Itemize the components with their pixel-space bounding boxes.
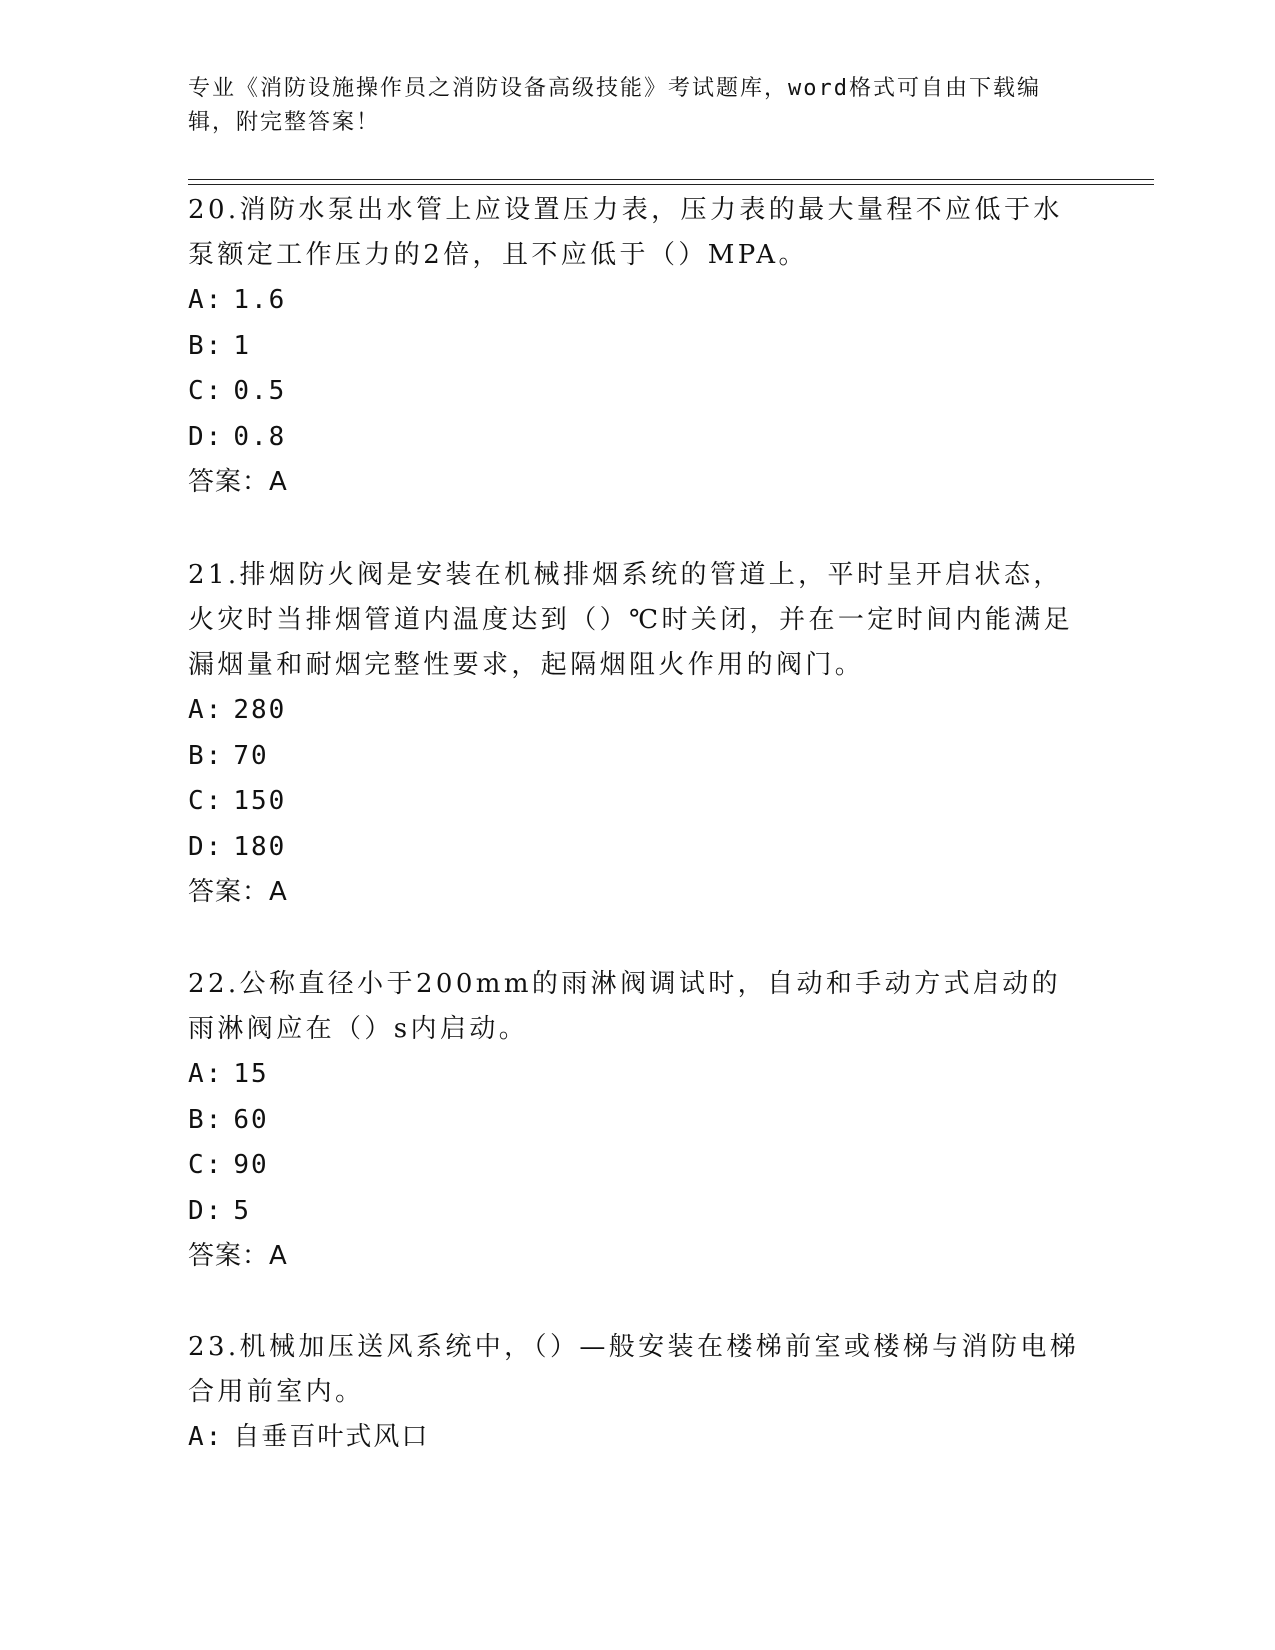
option-a [188, 278, 1088, 324]
option-letter: D: [188, 831, 224, 862]
option-value: 5 [233, 1195, 251, 1226]
option-d [188, 415, 1088, 461]
question-stem: 20.消防水泵出水管上应设置压力表，压力表的最大量程不应低于水泵额定工作压力的2倍，且不应低于（）MPA。 [188, 195, 1063, 270]
option-a [188, 1052, 1088, 1098]
option-letter: A: [188, 695, 224, 725]
option-c [188, 779, 1088, 825]
option-value: 1 [233, 330, 251, 361]
question-22 [188, 962, 1088, 1279]
option-c [188, 369, 1088, 415]
option-letter: A: [188, 1059, 224, 1089]
option-value: 90 [233, 1150, 269, 1180]
option-a [188, 688, 1088, 734]
option-letter: D: [188, 1195, 224, 1226]
option-letter: C: [188, 1150, 224, 1180]
option-letter: B: [188, 1104, 224, 1135]
question-stem: 22.公称直径小于200mm的雨淋阀调试时，自动和手动方式启动的雨淋阀应在（）s内启动。 [188, 969, 1062, 1044]
header-divider-bottom [188, 184, 1154, 185]
option-value: 0.8 [233, 421, 287, 452]
option-b [188, 324, 1088, 370]
answer-line: 答案：A [188, 467, 288, 497]
question-20 [188, 188, 1088, 505]
document-header: 专业《消防设施操作员之消防设备高级技能》考试题库，word格式可自由下载编辑，附完整答案！ [188, 76, 1041, 135]
option-value: 60 [233, 1104, 269, 1135]
question-23 [188, 1325, 1088, 1461]
option-value: 70 [233, 740, 269, 771]
question-21 [188, 553, 1088, 915]
option-d [188, 825, 1088, 871]
option-value: 1.6 [233, 285, 287, 315]
option-value: 0.5 [233, 376, 287, 406]
option-letter: A: [188, 285, 224, 315]
option-b [188, 734, 1088, 780]
option-d [188, 1189, 1088, 1235]
option-letter: B: [188, 740, 224, 771]
option-c [188, 1143, 1088, 1189]
answer-line: 答案：A [188, 1241, 288, 1271]
option-letter: C: [188, 376, 224, 406]
option-value: 150 [233, 786, 287, 816]
option-value: 180 [233, 831, 287, 862]
question-stem: 23.机械加压送风系统中，（）—般安装在楼梯前室或楼梯与消防电梯合用前室内。 [188, 1332, 1080, 1407]
option-a [188, 1415, 1088, 1461]
question-stem: 21.排烟防火阀是安装在机械排烟系统的管道上，平时呈开启状态，火灾时当排烟管道内温度达到（）℃时关闭，并在一定时间内能满足漏烟量和耐烟完整性要求，起隔烟阻火作用的阀门。 [188, 560, 1074, 680]
option-letter: C: [188, 786, 224, 816]
header-divider-top [188, 179, 1154, 180]
option-b [188, 1098, 1088, 1144]
option-value: 280 [233, 695, 287, 725]
option-letter: A: [188, 1422, 224, 1452]
answer-line: 答案：A [188, 877, 288, 907]
option-value: 自垂百叶式风口 [233, 1422, 430, 1452]
option-value: 15 [233, 1059, 269, 1089]
option-letter: B: [188, 330, 224, 361]
option-letter: D: [188, 421, 224, 452]
